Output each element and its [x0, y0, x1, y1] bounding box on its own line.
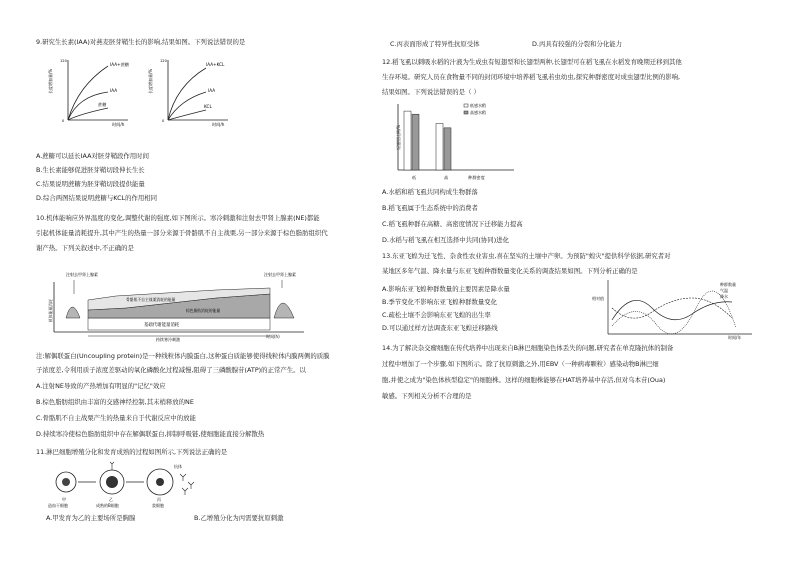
- q14-line-1: 14.为了解决杂交瘤细胞在传代培养中出现来自B淋巴细胞染色体丢失的问题,研究者在单克隆抗体的制备: [382, 344, 674, 352]
- q11-option-a: A.甲发育为乙的主要场所是胸腺: [46, 514, 136, 522]
- q10-note-right: 注射去甲肾上腺素: [264, 272, 296, 277]
- q9-g2-curve-1: IAA+KCL: [206, 62, 225, 67]
- q11-option-b: B.乙增殖分化为丙需要抗原刺激: [194, 514, 284, 522]
- q12-bar: [444, 128, 451, 170]
- q13-legend-2: 气温: [720, 288, 728, 293]
- q14-line-2: 过程中增加了一个步骤,如下图所示。除了抗原刺激之外,用EBV（一种病毒颗粒）感染动物B淋巴细: [382, 360, 659, 368]
- q9-g1-xlabel: 时间/h: [112, 122, 125, 127]
- q10-note-2: 子浓度差,令利用质子浓度差驱动的氧化磷酸化过程减慢,阻碍了三磷酸腺苷(ATP)的正常产生。以: [36, 366, 306, 374]
- q12-ylabel: 短翅型比例/%: [396, 124, 401, 150]
- cell-sublabel: 成熟的B细胞: [96, 503, 119, 508]
- q9-g1-curve-1: IAA+蔗糖: [110, 62, 129, 67]
- q9-g2-ylabel: 长度增加量/%: [148, 68, 153, 94]
- q9-g2-curve-3: KCL: [204, 104, 212, 109]
- q14-line-3: 胞,并使之成为"染色体核型稳定"的细胞株。这样的细胞株能够在HAT培养基中存活,但对乌本苷(Oua): [382, 376, 666, 384]
- q10-line-2: 引起机体能量消耗提升,其中产生的热量一部分来源于骨骼肌不自主战栗,另一部分来源于棕色脂肪组织代: [36, 229, 328, 237]
- q13-figure: [592, 278, 762, 340]
- q9-stem: 9.研究生长素(IAA)对燕麦胚芽鞘生长的影响,结果如图。下列说法错误的是: [36, 38, 246, 46]
- q13-option-d: D.可以通过样方法调查东亚飞蝗迁移路线: [382, 324, 498, 332]
- q9-g1-curve-2: IAA: [110, 88, 118, 93]
- q12-line-1: 12.稻飞虱以刺吸水稻的汁液为生成虫有短翅型和长翅型两种,长翅型可在稻飞虱在水稻发育晚期迁移到其他: [382, 58, 682, 66]
- q10-ylabel: 机体能量消耗: [48, 299, 53, 322]
- q10-xlabel: 时间(h): [266, 334, 280, 339]
- q9-g1-ytick: 120: [60, 59, 67, 63]
- q12-bar: [412, 114, 419, 170]
- q12-legend-1: 低感水稻: [470, 103, 486, 108]
- q10-option-b: B.棕色脂肪组织由丰富的交感神经控制,其末梢释放的NE: [36, 398, 194, 406]
- q12-chart: [382, 100, 522, 184]
- q11-figure: [36, 460, 236, 510]
- q11-antibody: 抗体: [174, 464, 182, 469]
- q13-option-b: B.季节变化不影响东亚飞蝗种群数量变化: [382, 298, 498, 306]
- q10-option-c: C.骨骼肌不自主战栗产生的热量来自于代谢反应中的放能: [36, 414, 196, 422]
- q10-line-3: 谢产热。下列关叙述中,不正确的是: [36, 244, 134, 252]
- q9-g1-ytick: 0: [62, 119, 65, 123]
- q13-line-1: 13.东亚飞蝗为迁飞性、杂食性农业害虫,喜在坚实的土壤中产卵。为预防"蝗灾"提供科学依据,研究者对: [382, 252, 671, 260]
- q9-g1-ylabel: 长度增加量/%: [48, 68, 53, 94]
- q10-note-left: 注射去甲肾上腺素: [66, 272, 98, 277]
- q12-line-2: 生存环境。研究人员在食物量不同的封闭环境中培养稻飞虱若虫幼虫,探究种群密度对成虫翅型比例的影响,: [382, 73, 681, 81]
- q10-band-base: 基础代谢能量消耗: [144, 323, 180, 328]
- q13-ylabel: 相对值: [592, 296, 604, 301]
- q10-figure: [36, 268, 336, 342]
- q12-option-c: C.稻飞虱种群在高糖、高密度情况下迁移能力提高: [382, 220, 523, 228]
- q9-g2-ytick: 120: [160, 59, 167, 63]
- q13-legend-1: 种群数量: [720, 282, 736, 287]
- q9-g2-xlabel: 时间/h: [212, 122, 225, 127]
- q10-band-mid: 棕色脂肪消耗的能量: [186, 308, 221, 313]
- q9-figure: [50, 56, 240, 128]
- cell-sublabel: 浆细胞: [152, 503, 164, 508]
- q13-line-2: 某地区多年气温、降水量与东亚飞蝗种群数量变化关系的调查结果如图。下列分析正确的是: [382, 267, 638, 275]
- cell-label: 甲: [62, 497, 66, 502]
- q10-option-a: A.注射NE导致的产热增加有明显的"记忆"效应: [36, 382, 166, 390]
- q9-option-b: B.生长素能够促进胚芽鞘切段伸长生长: [36, 166, 145, 174]
- q9-graph-2: [147, 59, 228, 128]
- q10-bracket: 持续寒冷刺激: [156, 337, 180, 342]
- q10-line-1: 10.机体能响应外界温度的变化,调整代谢的强度,如下图所示。寒冷刺激和注射去甲肾上腺素(NE)都能: [36, 214, 320, 222]
- q12-line-3: 结果如图。下列说法错误的是（ ）: [382, 88, 480, 96]
- q12-option-d: D.水稻与稻飞虱在相互选择中共同(协同)进化: [382, 236, 509, 244]
- q9-option-a: A.蔗糖可以延长IAA对胚芽鞘段作用时间: [36, 152, 149, 160]
- q11-stem: 11.淋巴细胞增殖分化和发育成熟的过程如图所示,下列说法正确的是: [36, 448, 228, 456]
- q10-option-d: D.持续寒冷使棕色脂肪组织中存在解偶联蛋白,抑制呼吸链,使细胞能直接分解散热: [36, 430, 265, 438]
- q9-option-c: C.结果说明蔗糖为胚芽鞘切段提供能量: [36, 180, 145, 188]
- q11-option-c: C.丙表面形成了特异性抗原受体: [390, 40, 480, 48]
- cell-label: 丙: [157, 497, 161, 502]
- q14-line-4: 敏感。下列相关分析不合理的是: [382, 392, 472, 400]
- q9-graph-1: [47, 59, 130, 128]
- q9-g2-ytick: 0: [162, 119, 165, 123]
- q12-legend-2: 高感水稻: [470, 110, 486, 115]
- q12-option-a: A.水稻和稻飞虱共同构成生物群落: [382, 188, 478, 196]
- q9-g1-curve-3: 蔗糖: [98, 102, 107, 107]
- cell-label: 乙: [109, 497, 113, 502]
- q9-g2-curve-2: IAA: [208, 88, 216, 93]
- q13-option-a: A.影响东亚飞蝗种群数量的主要因素是降水量: [382, 285, 510, 293]
- q9-option-d: D.综合两图结果说明蔗糖与KCL的作用相同: [36, 194, 158, 202]
- q13-xlabel: 时间/年: [728, 335, 742, 340]
- q12-option-b: B.稻飞虱属于生态系统中的消费者: [382, 204, 478, 212]
- q11-option-d: D.丙具有较强的分裂和分化能力: [532, 40, 623, 48]
- q12-xlabel: 种群密度: [468, 175, 485, 180]
- q10-note-1: 注:解偶联蛋白(Uncoupling protein)是一种线粒体内膜蛋白,这种蛋白质能够使得线粒体内膜两侧的质膜: [36, 352, 330, 360]
- q13-legend-3: 降水: [720, 294, 728, 299]
- q12-cat-2: 高: [444, 175, 449, 180]
- q12-bar: [436, 124, 443, 171]
- q12-cat-1: 低: [412, 175, 417, 180]
- q10-band-top: 骨骼肌不自主战栗消耗的能量: [126, 297, 176, 302]
- cell-sublabel: 造血干细胞: [48, 503, 68, 508]
- q12-bar: [404, 111, 411, 170]
- q13-option-c: C.疏松土壤不会影响东亚飞蝗的出生率: [382, 311, 491, 319]
